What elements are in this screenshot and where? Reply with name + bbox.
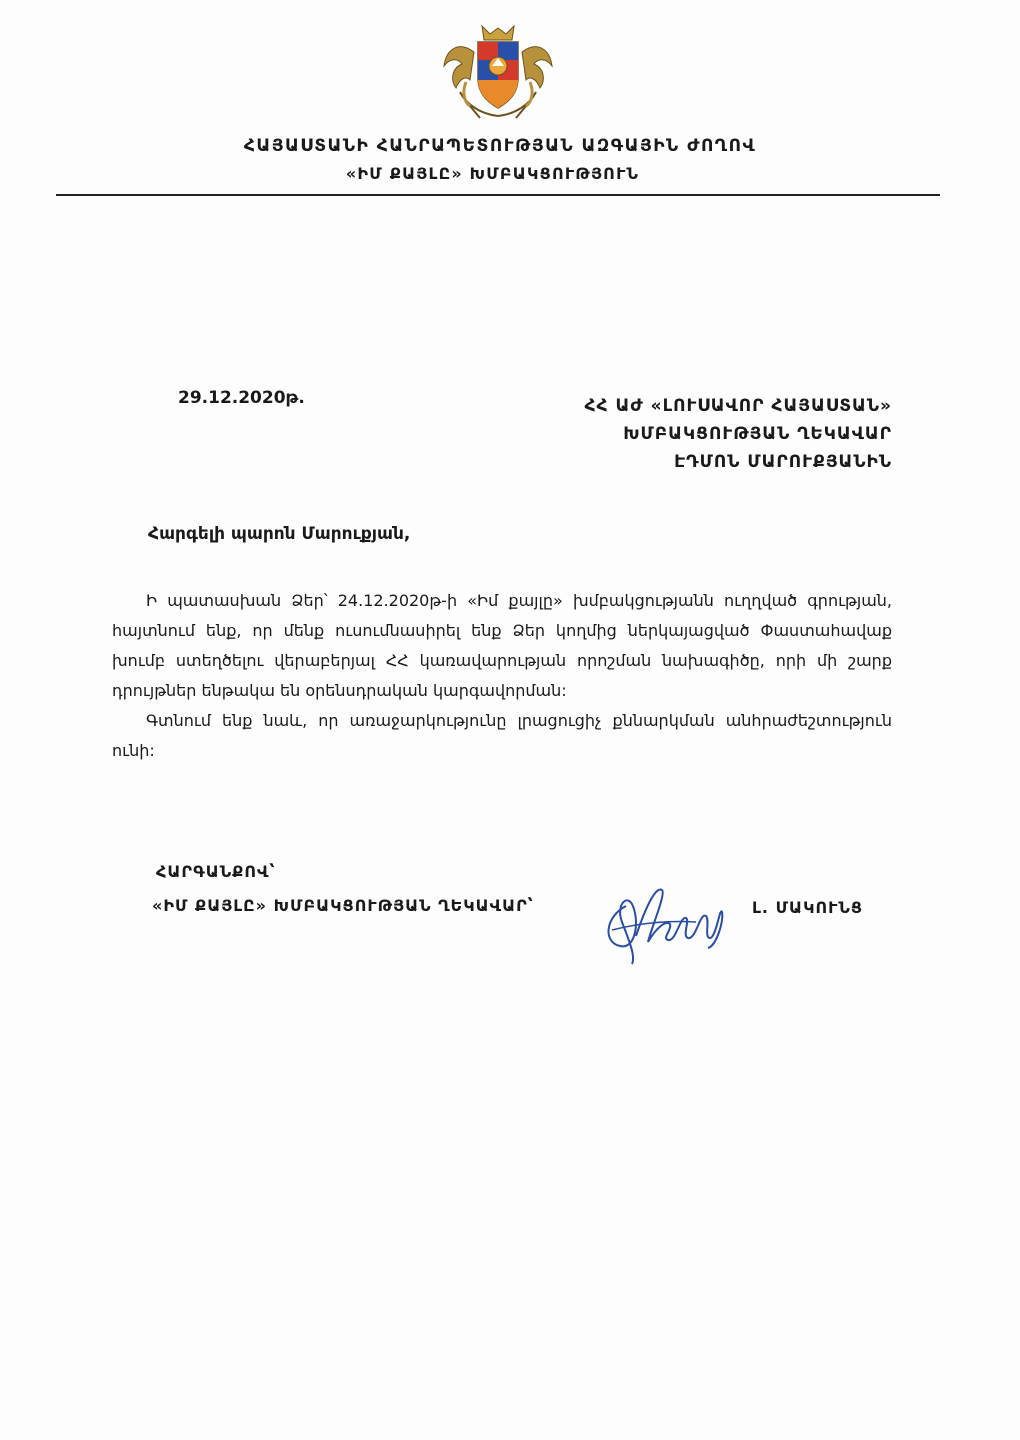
body-paragraph: Ի պատասխան Ձեր՝ 24.12.2020թ-ի «Իմ քայլը» խմբակցությանն ուղղված գրության, հայտնում ենք, որ մենք ուսումնասիրել ենք Ձեր կողմից ներկայացված Փաստահավաք խումբ ստեղծելու վերաբերյալ ՀՀ կառավարության որոշման նախագիծը, որի մի շարք դրույթներ ենթակա են օրենսդրական կարգավորման: (112, 591, 892, 700)
parliament-title: ՀԱՅԱՍՏԱՆԻ ՀԱՆՐԱՊԵՏՈՒԹՅԱՆ ԱԶԳԱՅԻՆ ԺՈՂՈՎ (243, 136, 757, 156)
faction-title: «ԻՄ ՔԱՅԼԸ» ԽՄԲԱԿՑՈՒԹՅՈՒՆ (345, 164, 640, 183)
signer-title: «ԻՄ ՔԱՅԼԸ» ԽՄԲԱԿՑՈՒԹՅԱՆ ՂԵԿԱՎԱՐ՝ (152, 896, 534, 915)
letter-body (112, 586, 892, 766)
recipient-block (584, 392, 892, 476)
closing-phrase: ՀԱՐԳԱՆՔՈՎ՝ (156, 862, 276, 881)
recipient-line: ԷԴՄՈՆ ՄԱՐՈՒՔՅԱՆԻՆ (674, 452, 892, 472)
header-divider (56, 194, 940, 196)
handwritten-signature (596, 876, 732, 968)
recipient-line: ԽՄԲԱԿՑՈՒԹՅԱՆ ՂԵԿԱՎԱՐ (623, 424, 892, 444)
salutation: Հարգելի պարոն Մարուքյան, (148, 524, 411, 544)
coat-of-arms-emblem (440, 22, 556, 122)
body-paragraph: Գտնում ենք նաև, որ առաջարկությունը լրացուցիչ քննարկման անհրաժեշտություն ունի: (112, 711, 892, 760)
letter-date: 29.12.2020թ. (178, 388, 305, 408)
signer-name: Լ. ՄԱԿՈՒՆՑ (752, 898, 863, 917)
recipient-line: ՀՀ ԱԺ «ԼՈՒՍԱՎՈՐ ՀԱՅԱՍՏԱՆ» (584, 396, 892, 416)
